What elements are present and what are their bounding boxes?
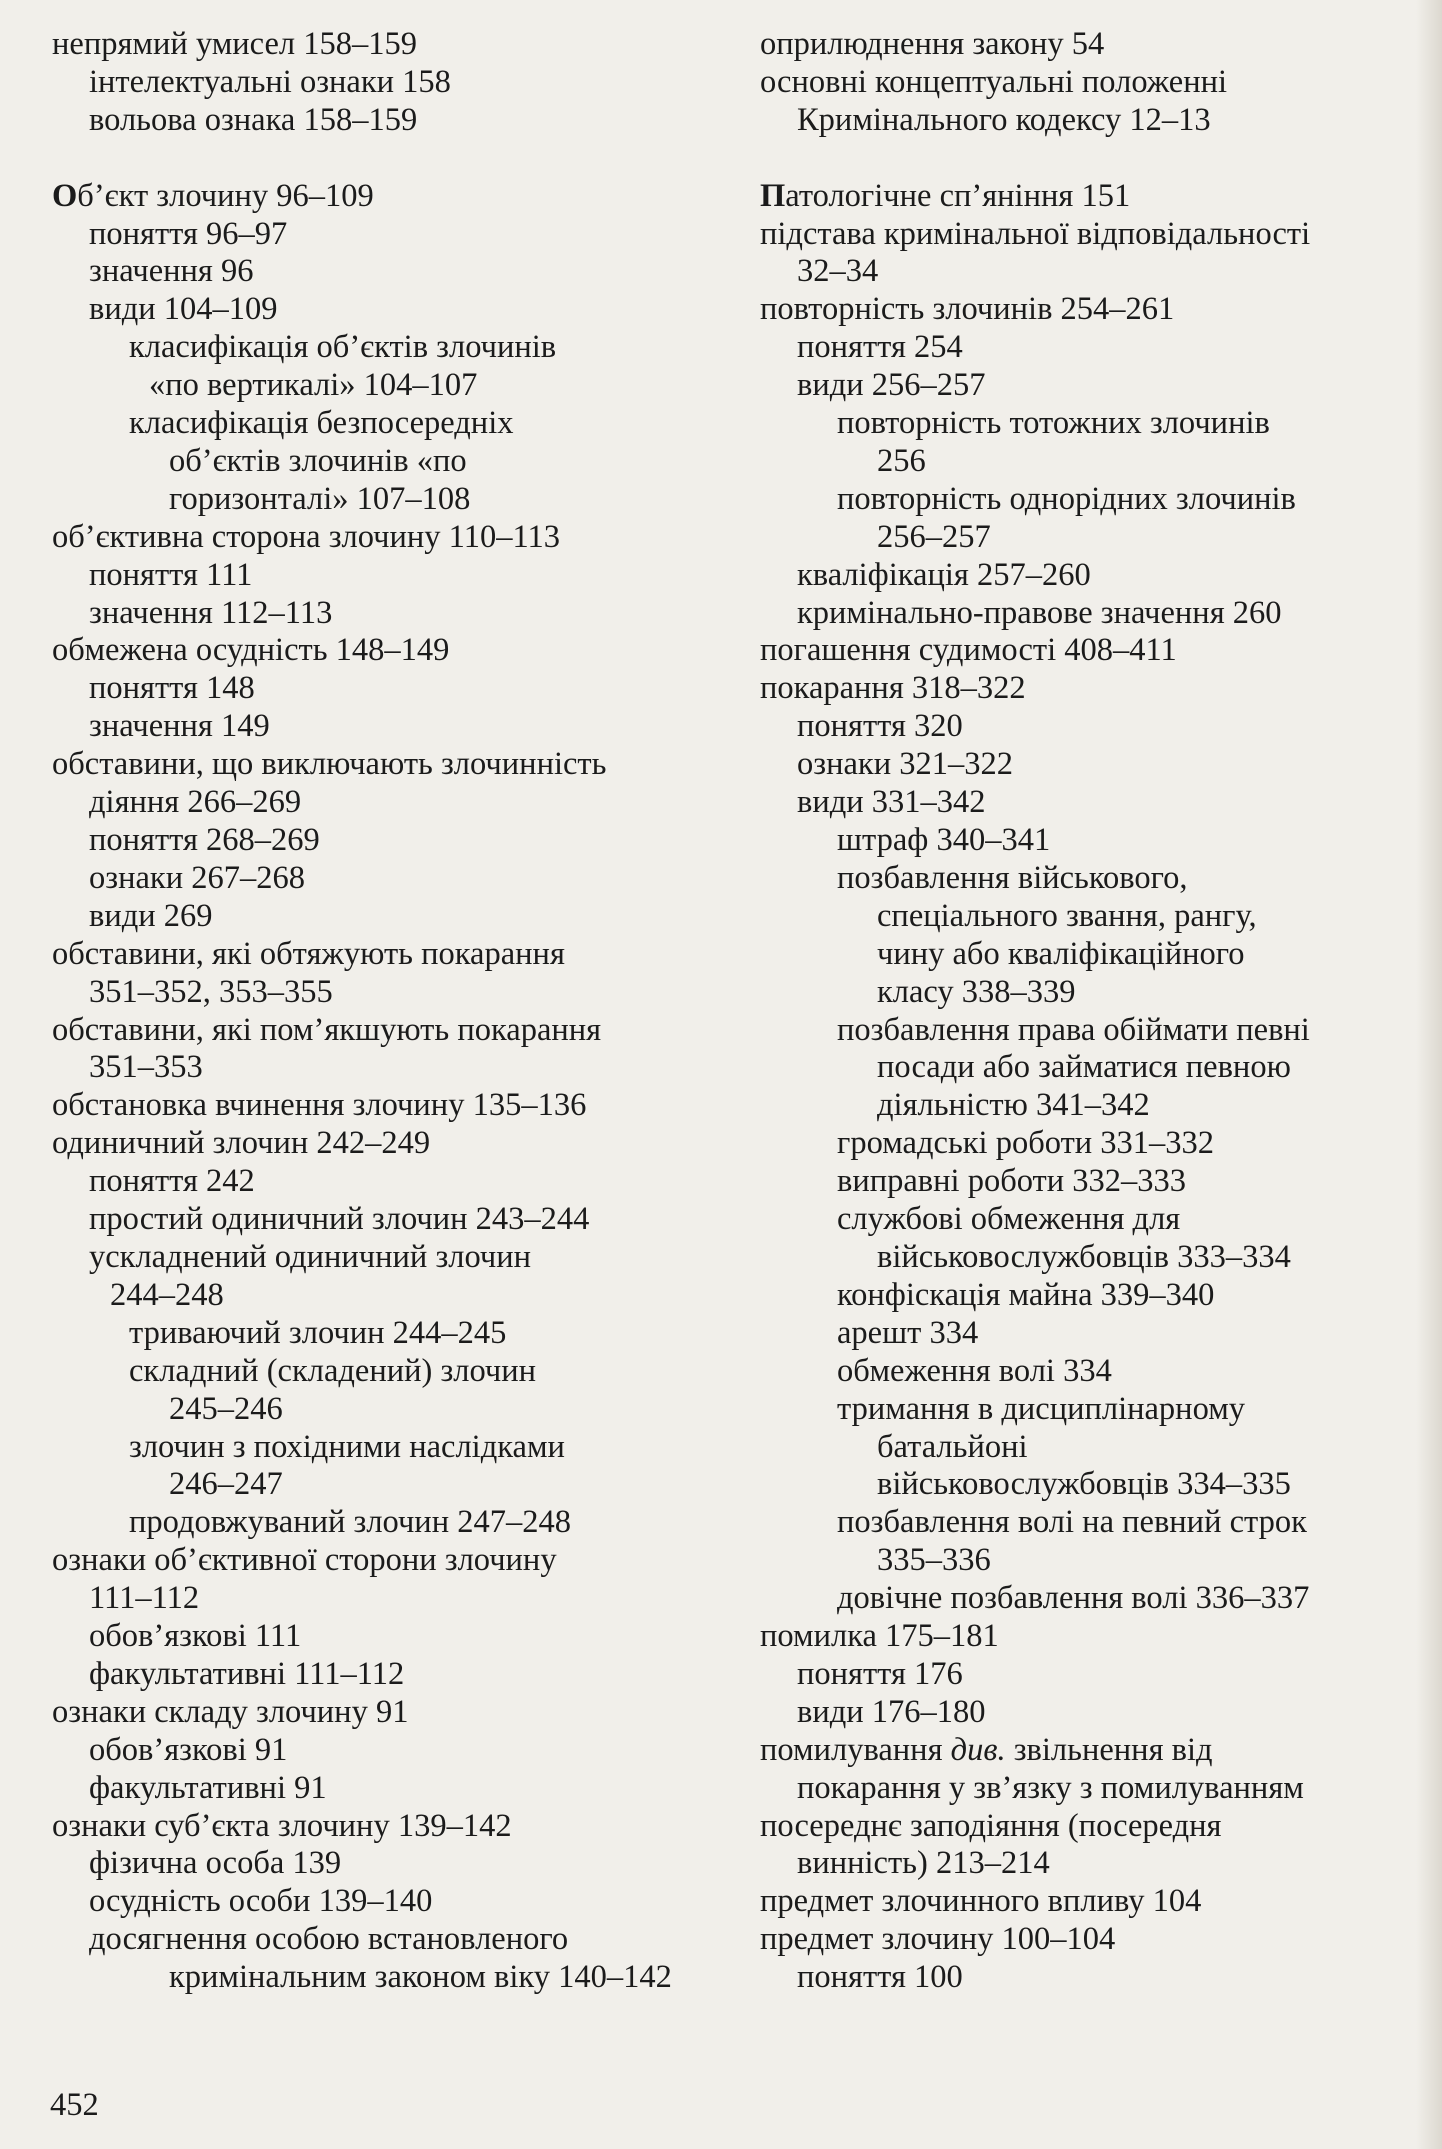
page-number: 452 [50, 2087, 99, 2123]
entry-text: непрямий умисел 158–159 [52, 26, 418, 62]
index-subentry [760, 1125, 1400, 1163]
index-subentry [760, 1391, 1400, 1429]
index-entry [760, 216, 1400, 254]
entry-text: ознаки 321–322 [797, 746, 1013, 783]
entry-text: вольова ознака 158–159 [89, 101, 418, 138]
entry-text: види 104–109 [89, 291, 278, 328]
index-subentry [760, 822, 1400, 860]
index-subentry [760, 746, 1400, 784]
index-subentry [760, 898, 1400, 936]
index-subentry [52, 784, 742, 822]
entry-text: поняття 96–97 [89, 215, 288, 252]
entry-text: 351–352, 353–355 [89, 973, 333, 1010]
entry-text: 256 [877, 442, 926, 479]
entry-text: складний (складений) злочин [129, 1352, 537, 1389]
entry-text: Кримінального кодексу 12–13 [797, 101, 1211, 138]
entry-text: осудність особи 139–140 [89, 1883, 433, 1920]
entry-text: чину або кваліфікаційного [877, 935, 1245, 972]
index-subentry [52, 1315, 742, 1353]
index-entry [52, 1694, 742, 1732]
entry-text: покарання у зв’язку з помилуванням [797, 1769, 1304, 1806]
index-subentry [760, 1201, 1400, 1239]
index-subentry [760, 1239, 1400, 1277]
entry-text: 351–353 [89, 1049, 203, 1086]
index-entry [52, 746, 742, 784]
index-subentry [760, 1694, 1400, 1732]
index-subentry [760, 329, 1400, 367]
entry-text: кримінально-правове значення 260 [797, 594, 1282, 631]
entry-text: поняття 111 [89, 556, 253, 593]
entry-text: покарання 318–322 [760, 670, 1026, 707]
index-subentry [52, 1277, 742, 1315]
index-subentry [52, 102, 742, 140]
entry-text: злочин з похідними наслідками [129, 1428, 565, 1465]
entry-text: види 256–257 [797, 367, 986, 404]
index-subentry [760, 1163, 1400, 1201]
index-column-left [52, 26, 742, 1997]
entry-text: ознаки 267–268 [89, 859, 305, 896]
entry-text: обмеження волі 334 [837, 1352, 1112, 1389]
index-entry [52, 1542, 742, 1580]
index-subentry [760, 974, 1400, 1012]
entry-text: службові обмеження для [837, 1201, 1181, 1238]
entry-text: поняття 254 [797, 329, 963, 366]
index-subentry [760, 860, 1400, 898]
index-subentry [760, 1770, 1400, 1808]
entry-text: 246–247 [169, 1466, 283, 1503]
entry-text: об’єктивна сторона злочину 110–113 [52, 518, 561, 555]
entry-text: обставини, які пом’якшують покарання [52, 1011, 602, 1048]
section-letter: П [760, 177, 786, 214]
entry-text: значення 112–113 [89, 594, 333, 631]
entry-text: помилування [760, 1731, 951, 1768]
index-entry [760, 1618, 1400, 1656]
index-entry [760, 64, 1400, 102]
entry-text: 245–246 [169, 1390, 283, 1427]
index-subentry [52, 1466, 742, 1504]
index-subentry [760, 405, 1400, 443]
entry-text: обставини, які обтяжують покарання [52, 935, 565, 972]
entry-text: поняття 242 [89, 1163, 255, 1200]
entry-text: 32–34 [797, 253, 879, 290]
entry-text: тримання в дисциплінарному [837, 1390, 1246, 1427]
index-column-right [760, 26, 1400, 1997]
entry-text: інтелектуальні ознаки 158 [89, 63, 451, 100]
index-subentry [760, 557, 1400, 595]
index-subentry [760, 367, 1400, 405]
index-subentry [52, 481, 742, 519]
entry-text: кримінальним законом віку 140–142 [169, 1959, 672, 1996]
index-subentry [52, 367, 742, 405]
index-subentry [52, 1239, 742, 1277]
entry-text: 335–336 [877, 1542, 991, 1579]
entry-text: військовослужбовців 334–335 [877, 1466, 1291, 1503]
index-subentry [760, 595, 1400, 633]
entry-text: громадські роботи 331–332 [837, 1125, 1215, 1162]
index-entry [760, 1808, 1400, 1846]
index-subentry [52, 64, 742, 102]
entry-text: поняття 268–269 [89, 822, 320, 859]
entry-text: підстава кримінальної відповідальності [760, 215, 1311, 252]
index-entry [52, 519, 742, 557]
entry-text: конфіскація майна 339–340 [837, 1276, 1215, 1313]
entry-text: класифікація безпосередніх [129, 405, 514, 442]
index-subentry [760, 708, 1400, 746]
index-subentry [760, 519, 1400, 557]
index-subentry [52, 1391, 742, 1429]
index-subentry [760, 1429, 1400, 1467]
index-entry [760, 632, 1400, 670]
entry-text: одиничний злочин 242–249 [52, 1125, 431, 1162]
index-subentry [52, 670, 742, 708]
index-subentry [52, 1163, 742, 1201]
entry-text: значення 96 [89, 253, 254, 290]
index-subentry [760, 1012, 1400, 1050]
entry-text: обов’язкові 91 [89, 1731, 288, 1768]
index-subentry [52, 443, 742, 481]
entry-text: батальйоні [877, 1428, 1028, 1465]
entry-text: 244–248 [110, 1276, 224, 1313]
index-subentry [760, 1277, 1400, 1315]
entry-text: види 331–342 [797, 784, 986, 821]
index-subentry [760, 443, 1400, 481]
entry-text: обставини, що виключають злочинність [52, 746, 607, 783]
entry-text: факультативні 91 [89, 1769, 327, 1806]
index-subentry [760, 1504, 1400, 1542]
index-subentry [760, 1087, 1400, 1125]
index-subentry [760, 1315, 1400, 1353]
entry-text: предмет злочинного впливу 104 [760, 1883, 1202, 1920]
index-subentry [52, 1504, 742, 1542]
entry-text: основні концептуальні положенні [760, 63, 1228, 100]
entry-text: обстановка вчинення злочину 135–136 [52, 1087, 587, 1124]
entry-text: факультативні 111–112 [89, 1655, 405, 1692]
entry-text: позбавлення військового, [837, 859, 1188, 896]
index-subentry [760, 102, 1400, 140]
entry-text: «по вертикалі» 104–107 [149, 367, 478, 404]
entry-text: ознаки об’єктивної сторони злочину [52, 1542, 557, 1579]
entry-text: 111–112 [89, 1580, 200, 1617]
entry-text: ускладнений одиничний злочин [89, 1238, 532, 1275]
entry-text: ознаки суб’єкта злочину 139–142 [52, 1807, 512, 1844]
index-entry [52, 632, 742, 670]
entry-text: військовослужбовців 333–334 [877, 1238, 1291, 1275]
entry-text: класифікація об’єктів злочинів [129, 329, 557, 366]
index-subentry [52, 1656, 742, 1694]
entry-text: повторність злочинів 254–261 [760, 291, 1175, 328]
entry-text: позбавлення волі на певний строк [837, 1504, 1307, 1541]
index-subentry [52, 1201, 742, 1239]
entry-text: діяльністю 341–342 [877, 1087, 1150, 1124]
index-entry [760, 670, 1400, 708]
index-entry [760, 1883, 1400, 1921]
index-subentry [760, 936, 1400, 974]
entry-text: посереднє заподіяння (посередня [760, 1807, 1222, 1844]
index-subentry [52, 1580, 742, 1618]
entry-text: обов’язкові 111 [89, 1618, 302, 1655]
index-entry [52, 1012, 742, 1050]
entry-text: поняття 320 [797, 708, 963, 745]
entry-text: 256–257 [877, 518, 991, 555]
entry-text: об’єктів злочинів «по [169, 442, 467, 479]
index-entry [760, 178, 1400, 216]
index-entry [760, 1732, 1400, 1770]
index-subentry [52, 1959, 742, 1997]
index-subentry [52, 595, 742, 633]
entry-text: погашення судимості 408–411 [760, 632, 1177, 669]
index-entry [52, 1808, 742, 1846]
entry-text: виправні роботи 332–333 [837, 1163, 1187, 1200]
index-entry [760, 26, 1400, 64]
entry-text: поняття 100 [797, 1959, 963, 1996]
entry-text: позбавлення права обіймати певні [837, 1011, 1310, 1048]
entry-text: штраф 340–341 [837, 822, 1051, 859]
index-subentry [52, 216, 742, 254]
entry-text: діяння 266–269 [89, 784, 302, 821]
section-letter: О [52, 177, 78, 214]
entry-text: винність) 213–214 [797, 1845, 1050, 1882]
entry-text-tail: звільнення від [1005, 1731, 1213, 1768]
index-subentry [52, 708, 742, 746]
entry-text: поняття 148 [89, 670, 255, 707]
index-entry [760, 291, 1400, 329]
index-subentry [760, 1049, 1400, 1087]
entry-text: довічне позбавлення волі 336–337 [837, 1580, 1310, 1617]
entry-text: фізична особа 139 [89, 1845, 342, 1882]
entry-text: види 269 [89, 897, 213, 934]
index-entry [760, 1921, 1400, 1959]
index-subentry [52, 1618, 742, 1656]
entry-text: види 176–180 [797, 1693, 986, 1730]
index-entry [52, 936, 742, 974]
index-subentry [760, 1656, 1400, 1694]
index-subentry [52, 253, 742, 291]
entry-text: досягнення особою встановленого [89, 1921, 569, 1958]
index-subentry [760, 253, 1400, 291]
index-subentry [760, 1845, 1400, 1883]
index-entry [52, 1087, 742, 1125]
entry-text: обмежена осудність 148–149 [52, 632, 450, 669]
index-entry [52, 1125, 742, 1163]
index-subentry [52, 1049, 742, 1087]
entry-text: поняття 176 [797, 1655, 963, 1692]
entry-text: горизонталі» 107–108 [169, 480, 471, 517]
index-subentry [760, 784, 1400, 822]
index-subentry [52, 291, 742, 329]
index-subentry [52, 557, 742, 595]
entry-text: ознаки складу злочину 91 [52, 1693, 409, 1730]
index-subentry [52, 405, 742, 443]
entry-text: простий одиничний злочин 243–244 [89, 1201, 590, 1238]
index-subentry [52, 1845, 742, 1883]
entry-text: атологічне сп’яніння 151 [785, 177, 1131, 214]
index-subentry [52, 822, 742, 860]
index-subentry [760, 1542, 1400, 1580]
page-edge-shadow [1416, 0, 1442, 2149]
entry-text: класу 338–339 [877, 973, 1076, 1010]
entry-text: арешт 334 [837, 1314, 979, 1351]
entry-text: повторність тотожних злочинів [837, 405, 1270, 442]
section-gap [760, 140, 1400, 178]
index-subentry [760, 1959, 1400, 1997]
index-subentry [52, 860, 742, 898]
entry-text: оприлюднення закону 54 [760, 26, 1105, 62]
entry-text: повторність однорідних злочинів [837, 480, 1296, 517]
entry-text: б’єкт злочину 96–109 [77, 177, 374, 214]
index-entry [52, 178, 742, 216]
entry-text: предмет злочину 100–104 [760, 1921, 1116, 1958]
index-subentry [760, 1466, 1400, 1504]
entry-text: спеціального звання, рангу, [877, 897, 1257, 934]
section-gap [52, 140, 742, 178]
index-subentry [52, 1921, 742, 1959]
entry-text: продовжуваний злочин 247–248 [129, 1504, 571, 1541]
index-subentry [760, 481, 1400, 519]
index-subentry [52, 1732, 742, 1770]
index-subentry [52, 329, 742, 367]
index-subentry [52, 898, 742, 936]
entry-text: помилка 175–181 [760, 1618, 999, 1655]
entry-text: кваліфікація 257–260 [797, 556, 1091, 593]
index-subentry [52, 1883, 742, 1921]
entry-text: значення 149 [89, 708, 270, 745]
index-subentry [760, 1580, 1400, 1618]
index-subentry [52, 1353, 742, 1391]
entry-text: триваючий злочин 244–245 [129, 1314, 507, 1351]
index-subentry [760, 1353, 1400, 1391]
cross-reference-marker: див. [950, 1731, 1006, 1768]
index-subentry [52, 974, 742, 1012]
index-entry [52, 26, 742, 64]
entry-text: посади або займатися певною [877, 1049, 1291, 1086]
index-subentry [52, 1770, 742, 1808]
index-subentry [52, 1429, 742, 1467]
